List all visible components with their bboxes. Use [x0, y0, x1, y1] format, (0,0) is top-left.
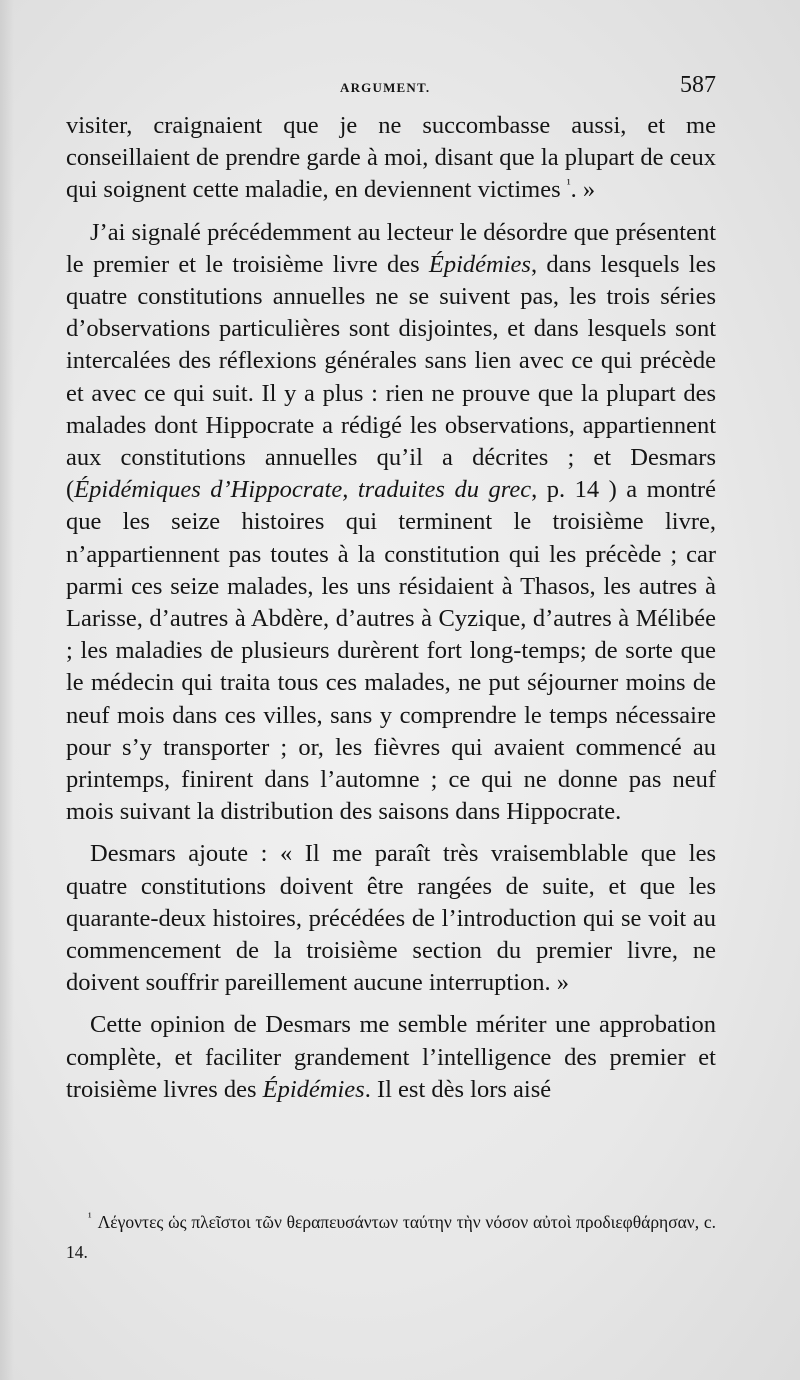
italic-citation: Épidémiques d’Hippocrate, traduites du grec	[74, 476, 532, 504]
footnote-text: Λέγοντες ὡς πλεῖστοι τῶν θεραπευσάντων ταύτην τὴν νόσον αὐτοὶ προδιεφθάρησαν, c. 14.	[66, 1212, 716, 1262]
footnote-number: ¹	[88, 1210, 92, 1225]
paragraph-1	[66, 110, 716, 207]
paragraph-text: , p. 14 ) a montré que les seize histoires qui terminent le troisième livre, n’appartiennent pas toutes à la constitution qui les précède ; car parmi ces seize malades, les uns résidaient à Thasos, les autres à Larisse, d’autres à Abdère, d’autres à Cyzique, d’autres à Mélibée ; les maladies de plusieurs durèrent fort long-temps; de sorte que le médecin qui traita tous ces malades, ne put séjourner moins de neuf mois dans ces villes, sans y comprendre le temps nécessaire pour s’y transporter ; or, les fièvres qui avaient commencé au printemps, finirent dans l’automne ; ce qui ne donne pas neuf mois suivant la distribution des saisons dans Hippocrate.	[66, 476, 716, 826]
page-edge-shadow	[0, 0, 14, 1380]
paragraph-text: J’ai signalé précédemment au lecteur le désordre que présentent le premier et le troisième livre des	[66, 218, 716, 278]
paragraph-text: , dans lesquels les quatre constitutions annuelles ne se suivent pas, les trois séries d’observations particulières sont disjointes, et dans lesquels sont intercalées des réflexions générales sans lien avec ce qui précède et avec ce qui suit. Il y a plus : rien ne prouve que la plupart des malades dont Hippocrate a rédigé les observations, appartiennent aux constitutions annuelles qu’il a décrites ; et Desmars (	[66, 250, 716, 504]
footnote-separator	[66, 1180, 716, 1181]
paragraph-text: . Il est dès lors aisé	[364, 1075, 552, 1103]
page-number: 587	[680, 72, 716, 98]
page-header	[66, 72, 716, 106]
italic-title: Épidémies	[428, 250, 531, 278]
paragraph-text: visiter, craignaient que je ne succombasse aussi, et me conseillaient de prendre garde à moi, disant que la plupart de ceux qui soignent cette maladie, en deviennent victimes	[66, 112, 716, 204]
footnote	[66, 1207, 716, 1267]
paragraph-text: Cette opinion de Desmars me semble mériter une approbation complète, et faciliter grandement l’intelligence des premier et troisième livres des	[66, 1011, 716, 1103]
paragraph-4	[66, 1009, 716, 1106]
body-text	[66, 110, 716, 1116]
footnote-reference: ¹	[566, 176, 571, 192]
paragraph-text: Desmars ajoute : « Il me paraît très vraisemblable que les quatre constitutions doivent être rangées de suite, et que les quarante-deux histoires, précédées de l’introduction qui se voit au commencement de la troisième section du premier livre, ne doivent souffrir pareillement aucune interruption. »	[66, 840, 716, 997]
paragraph-2	[66, 217, 716, 829]
paragraph-text: . »	[570, 176, 596, 204]
italic-title: Épidémies	[262, 1075, 365, 1103]
running-head: ARGUMENT.	[340, 80, 431, 95]
paragraph-3	[66, 838, 716, 999]
